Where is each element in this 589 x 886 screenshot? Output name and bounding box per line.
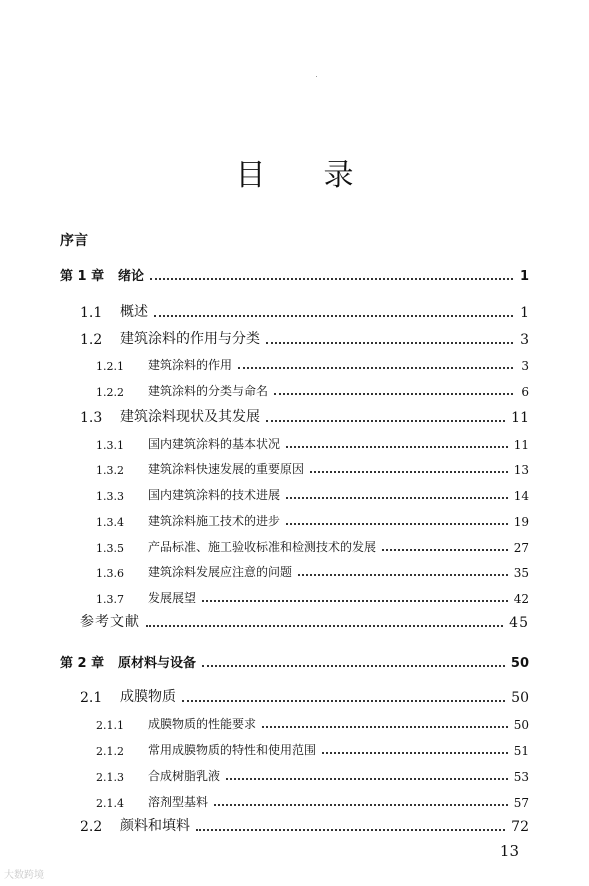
toc-entry-title: 国内建筑涂料的基本状况	[148, 437, 281, 451]
toc-entry-number: 第 2 章	[60, 656, 105, 671]
toc-entry-page: 57	[513, 796, 529, 810]
dot-leader	[322, 742, 508, 754]
toc-entry	[96, 790, 529, 810]
toc-entry-title: 成膜物质的性能要求	[148, 717, 257, 731]
dot-leader	[266, 332, 513, 344]
toc-entry-page: 11	[513, 438, 529, 452]
toc-entry	[96, 509, 529, 529]
toc-entry-number: 1.3.4	[96, 516, 124, 529]
toc-entry-title: 建筑涂料的作用与分类	[120, 331, 260, 347]
toc-entry-number: 2.1.2	[96, 745, 124, 758]
toc-entry-page: 42	[513, 592, 529, 606]
toc-entry-title: 建筑涂料现状及其发展	[120, 409, 260, 425]
toc-entry-number: 1.3.1	[96, 439, 124, 452]
toc-entry-title: 建筑涂料发展应注意的问题	[148, 565, 293, 579]
dot-leader	[202, 655, 505, 667]
toc-entry-page: 51	[513, 744, 529, 758]
toc-entry	[96, 764, 529, 784]
page-title	[0, 150, 589, 194]
toc-entry-page: 45	[509, 615, 529, 631]
toc-entry-number: 1.1	[80, 305, 103, 321]
toc-entry-number: 2.1.1	[96, 719, 124, 732]
toc-entry-page: 3	[520, 332, 529, 348]
dot-leader	[266, 410, 505, 422]
toc-entry-page: 50	[511, 690, 529, 706]
toc-entry-title: 成膜物质	[120, 689, 176, 705]
toc-entry-number: 2.1.3	[96, 771, 124, 784]
dot-leader	[286, 436, 508, 448]
toc-entry-page: 27	[513, 541, 529, 555]
toc-entry	[80, 611, 529, 631]
toc-entry-title: 国内建筑涂料的技术进展	[148, 488, 281, 502]
toc-entry	[96, 738, 529, 758]
toc-entry-number: 1.3.2	[96, 464, 124, 477]
title-char-2: 录	[323, 158, 354, 193]
toc-entry-page: 1	[519, 269, 529, 284]
toc-entry-page: 50	[510, 656, 529, 671]
toc-entry	[60, 651, 529, 671]
toc-entry-number: 1.3.5	[96, 542, 124, 555]
toc-entry	[96, 560, 529, 580]
toc-entry-title: 溶剂型基料	[148, 795, 209, 809]
page-number: 13	[499, 842, 519, 860]
dot-leader	[226, 768, 508, 780]
toc-entry-number: 1.3.3	[96, 490, 124, 503]
toc-entry	[96, 379, 529, 399]
toc-entry-title: 参考文献	[80, 614, 140, 630]
toc-entry-page: 19	[513, 515, 529, 529]
toc-entry-page: 6	[521, 385, 529, 399]
dot-leader	[182, 690, 505, 702]
title-char-1: 目	[235, 158, 266, 193]
toc-entry-title: 常用成膜物质的特性和使用范围	[148, 743, 317, 757]
dot-leader	[382, 539, 508, 551]
toc-entry-title: 建筑涂料的分类与命名	[148, 384, 269, 398]
toc-entry	[96, 712, 529, 732]
toc-entry	[80, 328, 529, 348]
toc-entry-title: 概述	[120, 304, 148, 320]
toc-entry-title: 建筑涂料施工技术的进步	[148, 514, 281, 528]
scan-speck	[316, 76, 317, 77]
watermark-logo: 大数跨境	[4, 870, 44, 881]
dot-leader	[298, 564, 508, 576]
toc-entry-title: 产品标准、施工验收标准和检测技术的发展	[148, 540, 377, 554]
toc-entry-page: 11	[511, 410, 529, 426]
toc-entry	[80, 686, 529, 706]
dot-leader	[146, 615, 503, 627]
toc-entry-page: 3	[521, 359, 529, 373]
toc-entry	[96, 432, 529, 452]
toc-entry-title: 发展展望	[148, 591, 197, 605]
dot-leader	[202, 590, 508, 602]
toc-entry-page: 13	[513, 463, 529, 477]
toc-entry	[80, 301, 529, 321]
preface-heading: 序言	[60, 233, 88, 249]
toc-entry-number: 第 1 章	[60, 269, 105, 284]
toc-entry-page: 35	[513, 566, 529, 580]
dot-leader	[262, 716, 508, 728]
toc-entry	[60, 264, 529, 284]
dot-leader	[154, 305, 513, 317]
dot-leader	[238, 357, 513, 369]
toc-entry-page: 50	[513, 718, 529, 732]
toc-entry-page: 53	[513, 770, 529, 784]
toc-entry	[96, 535, 529, 555]
toc-entry-number: 1.2.2	[96, 386, 124, 399]
dot-leader	[214, 794, 508, 806]
toc-entry	[96, 457, 529, 477]
toc-entry-title: 建筑涂料快速发展的重要原因	[148, 462, 305, 476]
toc-entry	[80, 815, 529, 835]
toc-entry-number: 1.2.1	[96, 360, 124, 373]
toc-entry-number: 2.2	[80, 819, 103, 835]
toc-entry-number: 1.3.7	[96, 593, 124, 606]
dot-leader	[286, 513, 508, 525]
toc-entry	[80, 406, 529, 426]
dot-leader	[274, 383, 513, 395]
toc-entry-number: 1.2	[80, 332, 103, 348]
toc-entry-title: 建筑涂料的作用	[148, 358, 233, 372]
toc-entry-number: 2.1.4	[96, 797, 124, 810]
toc-entry-number: 1.3.6	[96, 567, 124, 580]
toc-entry-title: 原材料与设备	[118, 656, 197, 671]
toc-entry-page: 72	[511, 819, 529, 835]
toc-entry-page: 14	[513, 489, 529, 503]
toc-entry-number: 2.1	[80, 690, 103, 706]
toc-entry	[96, 353, 529, 373]
dot-leader	[150, 268, 513, 280]
toc-entry	[96, 483, 529, 503]
toc-entry-title: 合成树脂乳液	[148, 769, 221, 783]
dot-leader	[196, 819, 505, 831]
toc-entry-page: 1	[520, 305, 529, 321]
toc-entry	[96, 586, 529, 606]
toc-entry-title: 颜料和填料	[120, 818, 190, 834]
dot-leader	[310, 461, 508, 473]
toc-entry-number: 1.3	[80, 410, 103, 426]
toc-entry-title: 绪论	[118, 269, 145, 284]
dot-leader	[286, 487, 508, 499]
